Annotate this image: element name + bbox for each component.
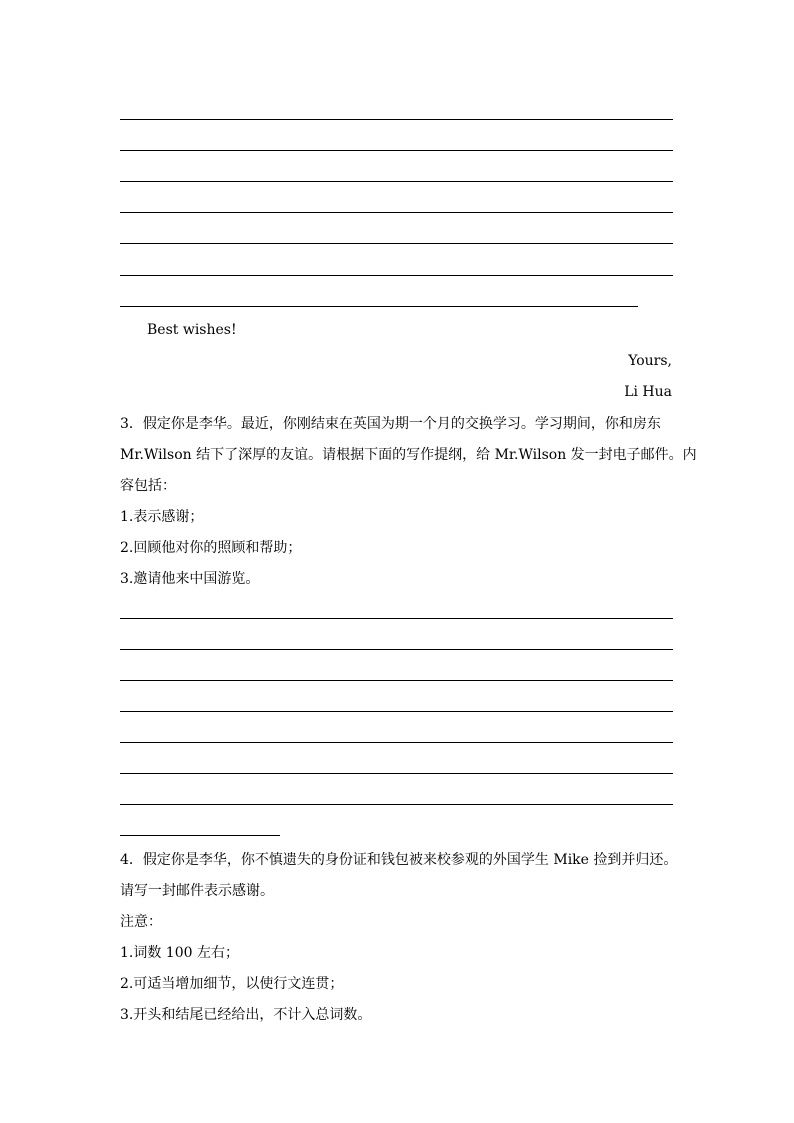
q4-point-3: 3.开头和结尾已经给出，不计入总词数。	[120, 1007, 372, 1023]
answer-line	[120, 649, 673, 650]
answer-line	[120, 181, 673, 182]
answer-line-short	[120, 835, 280, 836]
q3-point-3: 3.邀请他来中国游览。	[120, 571, 260, 587]
q4-note-label: 注意：	[120, 914, 162, 930]
q3-prompt-line-2: Mr.Wilson 结下了深厚的友谊。请根据下面的写作提纲，给 Mr.Wilson 发一封电子邮件。内	[120, 447, 697, 463]
q4-point-1: 1.词数 100 左右；	[120, 945, 239, 961]
best-wishes: Best wishes!	[147, 322, 237, 338]
answer-line	[120, 119, 673, 120]
q3-prompt-line-3: 容包括：	[120, 478, 176, 494]
answer-line	[120, 150, 673, 151]
answer-line	[120, 275, 673, 276]
q3-point-1: 1.表示感谢；	[120, 509, 204, 525]
answer-line	[120, 243, 673, 244]
answer-line	[120, 804, 673, 805]
answer-line	[120, 212, 673, 213]
q4-prompt-line-1: 4．假定你是李华，你不慎遗失的身份证和钱包被来校参观的外国学生 Mike 捡到并归还。	[120, 852, 678, 868]
answer-line	[120, 742, 673, 743]
answer-line-short	[120, 306, 638, 307]
q3-point-2: 2.回顾他对你的照顾和帮助；	[120, 540, 302, 556]
signature-name: Li Hua	[624, 384, 672, 400]
q4-prompt-line-2: 请写一封邮件表示感谢。	[120, 883, 274, 899]
yours: Yours,	[628, 353, 672, 369]
answer-line	[120, 680, 673, 681]
answer-line	[120, 773, 673, 774]
q4-point-2: 2.可适当增加细节，以使行文连贯；	[120, 976, 344, 992]
answer-line	[120, 711, 673, 712]
q3-prompt-line-1: 3．假定你是李华。最近，你刚结束在英国为期一个月的交换学习。学习期间，你和房东	[120, 416, 661, 432]
answer-line	[120, 618, 673, 619]
